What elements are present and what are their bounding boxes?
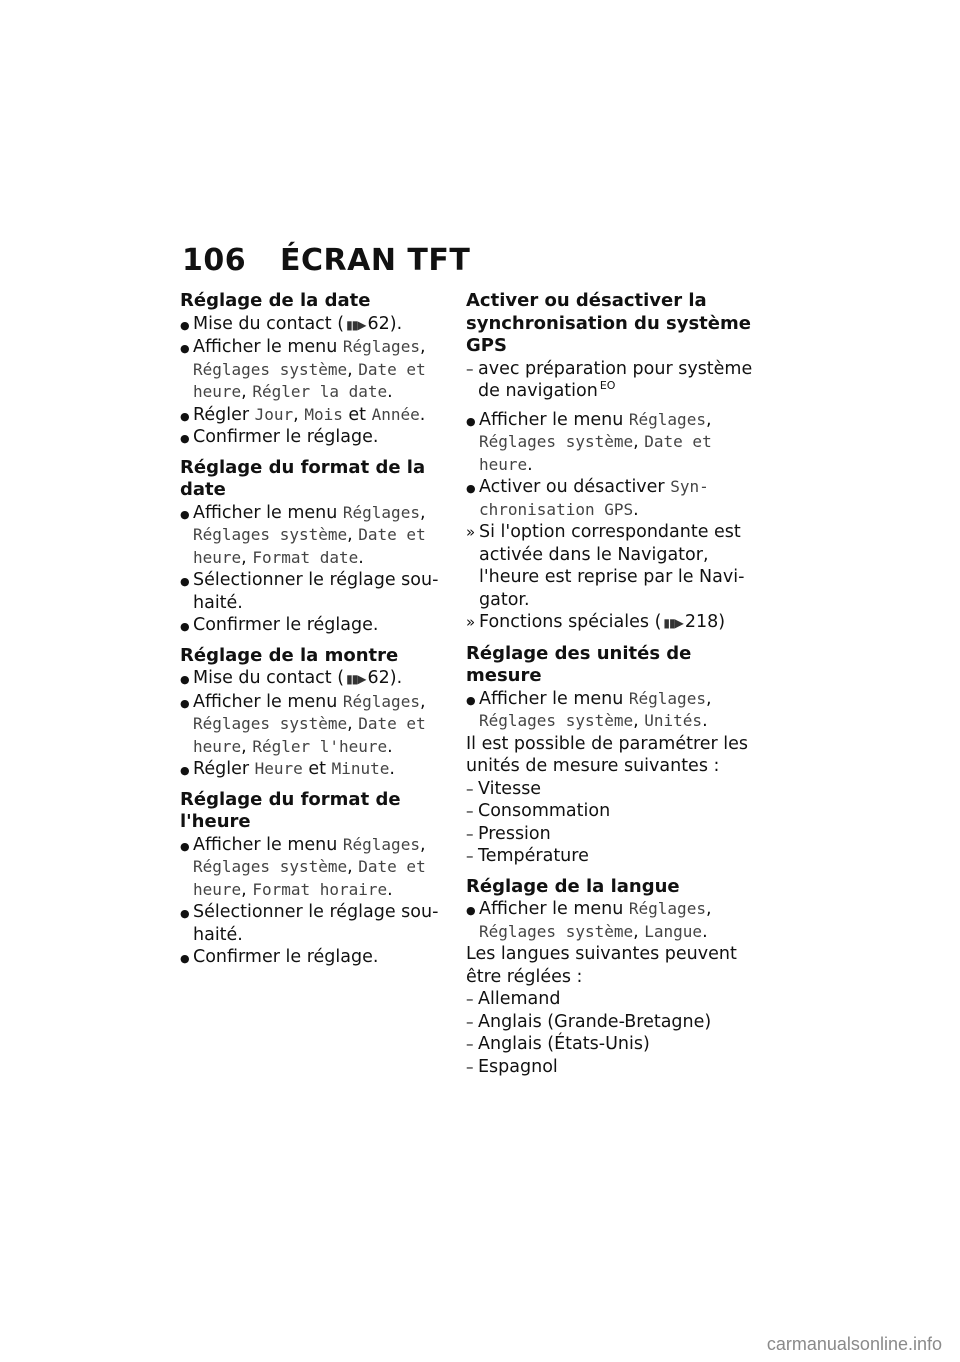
dash-icon: – (466, 779, 474, 798)
page-reference-link[interactable]: 62 (367, 668, 390, 688)
list-item: – Anglais (Grande-Bretagne) (466, 1011, 712, 1032)
menu-path-item: Date et heure (479, 432, 712, 474)
section-heading: Réglage de la montre (180, 644, 399, 666)
bullet-icon: ● (180, 620, 190, 633)
dash-icon: – (466, 1012, 474, 1031)
bullet-icon: ● (180, 673, 190, 686)
menu-path-item: Réglages (628, 899, 706, 918)
menu-path-item: Date et heure (193, 857, 426, 899)
watermark: carmanualsonline.info (766, 1334, 942, 1354)
page-reference-arrow-icon: ▮▮▶ (663, 616, 683, 630)
menu-path-item: Mois (304, 404, 343, 424)
page-reference-arrow-icon: ▮▮▶ (346, 672, 366, 686)
left-column (180, 290, 450, 977)
list-item: – Allemand (466, 989, 561, 1009)
menu-path-item: Date et heure (193, 359, 426, 401)
step-open-menu: ● Afficher le menu Réglages, Réglages système, Unités. (466, 688, 712, 731)
section-heading: Réglage du format de la date (180, 456, 426, 500)
bullet-icon: ● (466, 693, 476, 707)
menu-path-item: Réglages (342, 337, 420, 356)
result-icon: » (466, 613, 476, 631)
section-gps-sync (466, 290, 756, 635)
menu-path-item: Réglages (342, 691, 420, 711)
bullet-icon: ● (180, 409, 190, 423)
section-heading: Réglage de la langue (466, 875, 680, 897)
bullet-icon: ● (180, 432, 190, 445)
step-open-menu: ● Afficher le menu Réglages, Réglages système, Date et heure, Format horaire. (180, 834, 426, 900)
menu-path-item: Régler la date (252, 382, 388, 401)
dash-icon: – (466, 1035, 474, 1053)
menu-path-item: Format date (252, 547, 359, 567)
section-date-format (180, 457, 450, 637)
reference-line: » Fonctions spéciales ( ▮▮▶ 218) (466, 612, 726, 632)
page-reference-link[interactable]: 218 (684, 612, 719, 632)
bullet-icon: ● (180, 696, 190, 710)
page-reference-link[interactable]: 62 (367, 313, 390, 334)
bullet-icon: ● (180, 575, 190, 588)
step-open-menu: ● Afficher le menu Réglages, Réglages système, Date et heure, Régler la date. (180, 337, 426, 402)
bullet-icon: ● (466, 414, 476, 428)
list-item: – Espagnol (466, 1056, 558, 1077)
menu-path-item: Réglages (628, 688, 706, 708)
paragraph: Les langues suivantes peuvent être réglées : (466, 944, 737, 987)
bullet-icon: ● (180, 318, 190, 332)
dash-icon: – (466, 1057, 474, 1076)
section-date (180, 290, 450, 449)
paragraph: Il est possible de paramétrer les unités de mesure suivantes : (466, 733, 749, 776)
section-heading: Réglage des unités de mesure (466, 642, 692, 686)
bullet-icon: ● (180, 839, 190, 853)
list-item: – Consommation (466, 801, 611, 821)
page-number: 106 (182, 243, 247, 278)
menu-path-item: Réglages système (479, 711, 634, 730)
step-ignition: ● Mise du contact ( ▮▮▶ 62). (180, 667, 450, 691)
menu-path-item: Minute (331, 759, 390, 778)
menu-path-item: Langue (644, 921, 703, 941)
section-heading: Activer ou désactiver la synchronisation du système GPS (466, 290, 751, 356)
condition-line: – avec préparation pour système de navigation $^{EO}$ (466, 358, 753, 401)
right-column (466, 290, 756, 1086)
menu-path-item: Réglages (342, 834, 420, 854)
menu-path-item: Régler l'heure (252, 736, 388, 756)
menu-path-item: Réglages système (479, 432, 634, 451)
chapter-title: ÉCRAN TFT (280, 243, 471, 278)
menu-path-item: Réglages système (193, 714, 348, 733)
step-set-values: ● Régler Heure et Minute. (180, 758, 450, 781)
section-heading: Réglage du format de l'heure (180, 788, 401, 832)
step-open-menu: ● Afficher le menu Réglages, Réglages système, Date et heure, Régler l'heure. (180, 691, 426, 757)
section-language (466, 876, 756, 1079)
menu-path-item: Année (371, 404, 420, 424)
result-icon: » (466, 523, 476, 541)
menu-path-item: Jour (254, 404, 294, 424)
dash-icon: – (466, 990, 474, 1008)
menu-path-item: Réglages système (193, 359, 348, 379)
step-open-menu: ● Afficher le menu Réglages, Réglages système, Langue. (466, 899, 712, 942)
dash-icon: – (466, 359, 474, 378)
menu-path-item: Réglages système (193, 525, 348, 544)
section-heading: Réglage de la date (180, 290, 371, 311)
menu-path-item: Date et heure (193, 714, 426, 756)
dash-icon: – (466, 847, 474, 865)
menu-path-item: Synchronisation GPS (479, 477, 709, 519)
menu-path-item: Réglages système (479, 921, 634, 941)
menu-path-item: Réglages (628, 409, 706, 429)
bullet-icon: ● (180, 952, 190, 965)
menu-path-item: Unités (644, 711, 703, 730)
menu-path-item: Réglages système (193, 857, 348, 876)
dash-icon: – (466, 824, 474, 843)
list-item: – Température (466, 846, 589, 866)
page-reference-arrow-icon: ▮▮▶ (346, 317, 366, 332)
bullet-icon: ● (180, 342, 190, 355)
list-item: – Vitesse (466, 778, 542, 799)
step-open-menu: ● Afficher le menu Réglages, Réglages système, Date et heure, Format date. (180, 502, 426, 568)
bullet-icon: ● (466, 904, 476, 917)
list-item: – Pression (466, 823, 551, 844)
step-select: ● Sélectionner le réglage souhaité. (180, 570, 439, 613)
option-code: EO (599, 379, 616, 392)
section-clock (180, 645, 450, 781)
result-line: » Si l'option correspondante est activée dans le Navigator, l'heure est reprise par le Navigator. (466, 522, 745, 610)
bullet-icon: ● (180, 507, 190, 521)
list-item: – Anglais (États-Unis) (466, 1034, 650, 1054)
section-units (466, 643, 756, 868)
section-time-format (180, 789, 450, 969)
dash-icon: – (466, 802, 474, 820)
bullet-icon: ● (466, 482, 476, 495)
step-confirm: ● Confirmer le réglage. (180, 946, 450, 969)
step-confirm: ● Confirmer le réglage. (180, 614, 450, 637)
step-set-values: ● Régler Jour, Mois et Année. (180, 404, 450, 427)
menu-path-item: Date et heure (193, 525, 426, 567)
step-toggle-gps: ● Activer ou désactiver Synchronisation GPS. (466, 477, 709, 520)
bullet-icon: ● (180, 764, 190, 777)
menu-path-item: Format horaire (252, 879, 388, 899)
step-confirm: ● Confirmer le réglage. (180, 426, 450, 449)
bullet-icon: ● (180, 907, 190, 920)
step-select: ● Sélectionner le réglage souhaité. (180, 902, 439, 945)
menu-path-item: Heure (254, 759, 303, 778)
menu-path-item: Réglages (342, 502, 420, 522)
step-open-menu: ● Afficher le menu Réglages, Réglages système, Date et heure. (466, 409, 712, 475)
step-ignition: ● Mise du contact ( ▮▮▶ 62). (180, 313, 450, 337)
